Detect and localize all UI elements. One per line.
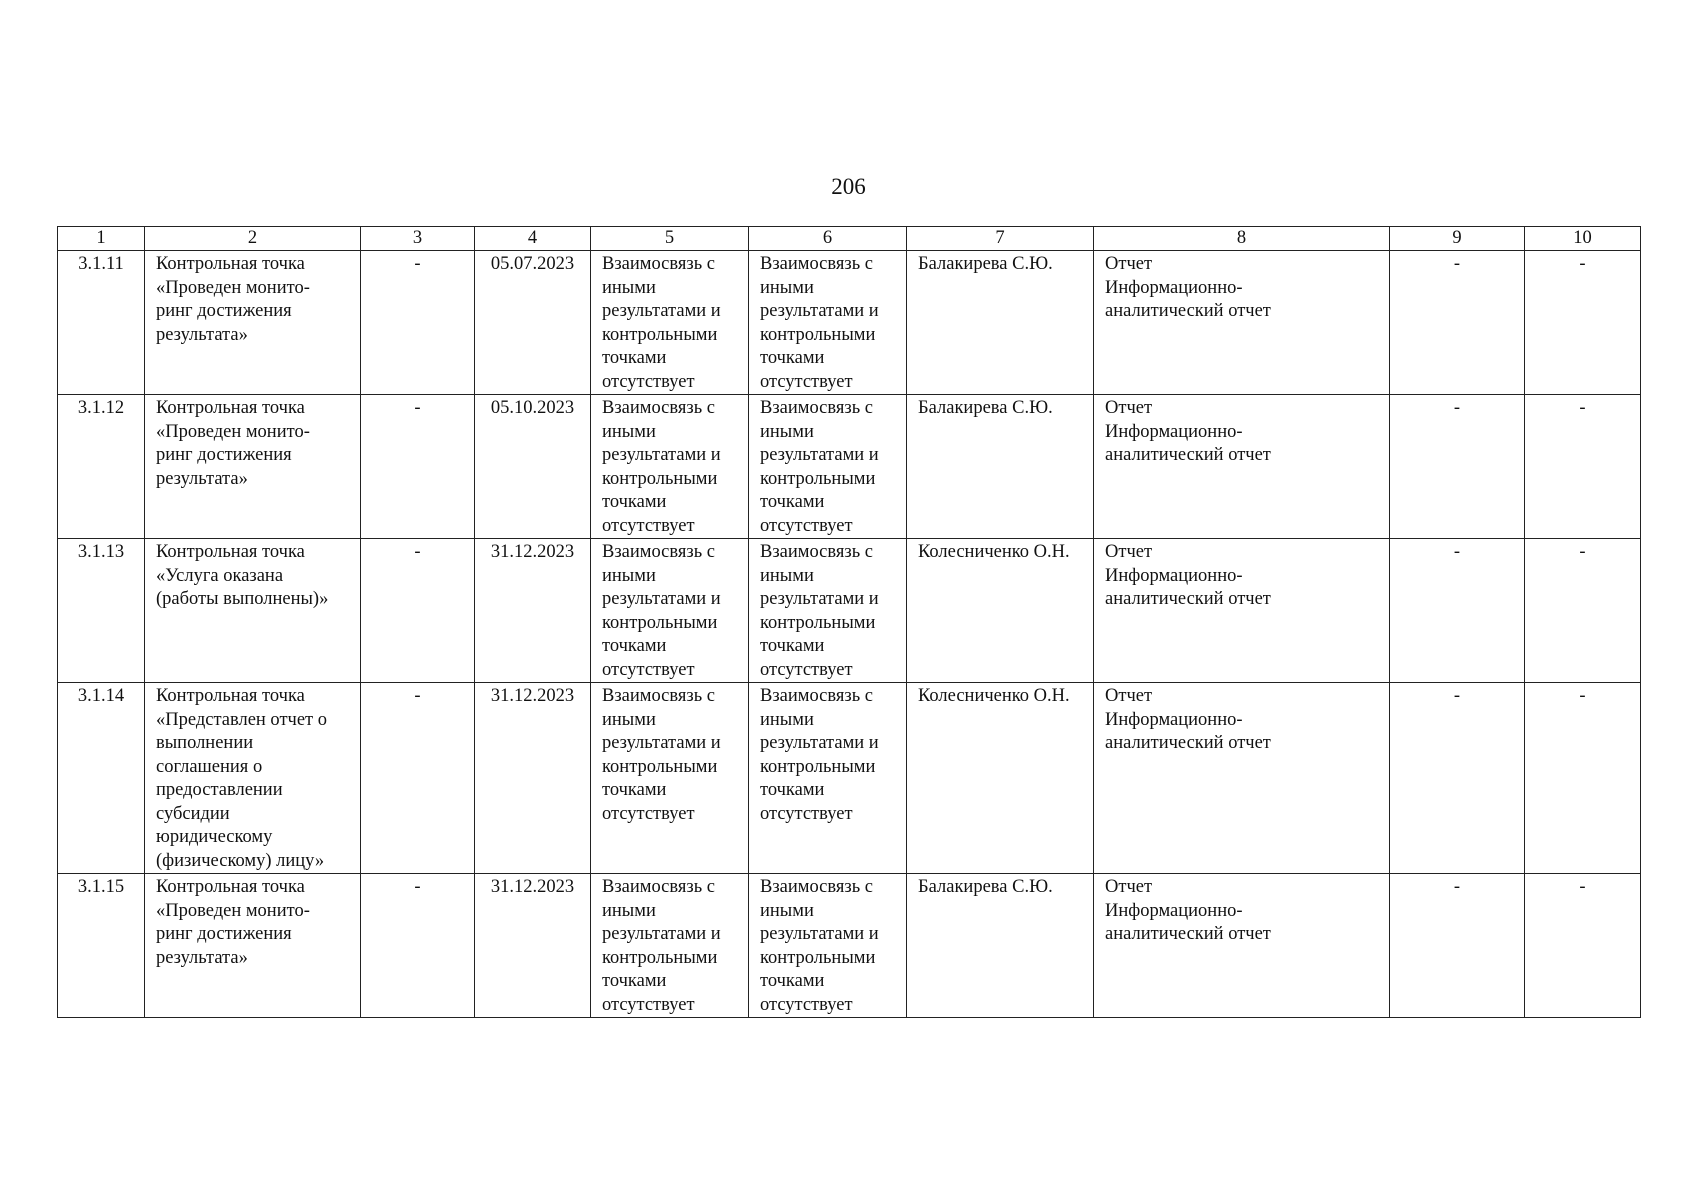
control-point-name-cell-line: предоставлении (156, 780, 283, 800)
responsible-cell: Балакирева С.Ю. (907, 874, 1094, 1018)
relation-points-cell-line: отсутствует (760, 371, 853, 392)
column10-cell: - (1525, 251, 1641, 395)
relation-points-cell-line: иными (760, 421, 814, 442)
control-point-name-cell (145, 539, 361, 683)
relation-points-cell-line: результатами и (760, 924, 879, 944)
relation-points-cell-line: иными (760, 277, 814, 298)
table-row (58, 539, 1641, 683)
relation-points-cell-line: результатами и (760, 589, 879, 609)
relation-points-cell-line: иными (760, 565, 814, 586)
relation-points-cell-line: отсутствует (760, 515, 853, 536)
document-cell-line: аналитический отчет (1105, 589, 1271, 609)
table-row (58, 683, 1641, 874)
control-point-name-cell-line: Контрольная точка (156, 686, 305, 706)
relation-points-cell-line: Взаимосвязь с (760, 542, 873, 562)
relation-points-cell (749, 395, 907, 539)
responsible-cell: Колесниченко О.Н. (907, 683, 1094, 874)
control-point-name-cell-line: соглашения о (156, 756, 263, 777)
relation-results-cell-line: результатами и (602, 924, 721, 944)
column9-cell: - (1390, 683, 1525, 874)
column3-cell: - (361, 874, 475, 1018)
relation-points-cell-line: результатами и (760, 445, 879, 465)
column-number-row (58, 227, 1641, 251)
relation-points-cell-line: отсутствует (760, 803, 853, 824)
control-point-name-cell-line: результата» (156, 468, 248, 489)
control-point-name-cell-line: (физическому) лицу» (156, 850, 325, 871)
control-point-name-cell-line: «Услуга оказана (156, 565, 284, 586)
row-number-cell: 3.1.15 (58, 874, 145, 1018)
date-cell: 31.12.2023 (475, 874, 591, 1018)
document-cell-line: Информационно- (1105, 421, 1243, 442)
column9-cell: - (1390, 251, 1525, 395)
relation-results-cell-line: точками (602, 492, 667, 512)
column-header: 6 (749, 227, 907, 251)
document-cell (1094, 395, 1390, 539)
control-points-table (57, 226, 1641, 1018)
control-point-name-cell-line: выполнении (156, 733, 254, 753)
relation-results-cell-line: отсутствует (602, 515, 695, 536)
control-point-name-cell (145, 683, 361, 874)
relation-results-cell-line: Взаимосвязь с (602, 542, 715, 562)
relation-points-cell-line: отсутствует (760, 994, 853, 1015)
document-cell-line: Информационно- (1105, 277, 1243, 298)
relation-results-cell-line: Взаимосвязь с (602, 398, 715, 418)
column-header: 8 (1094, 227, 1390, 251)
control-point-name-cell-line: результата» (156, 324, 248, 345)
relation-points-cell-line: результатами и (760, 733, 879, 753)
relation-results-cell-line: контрольными (602, 468, 718, 489)
document-cell-line: аналитический отчет (1105, 924, 1271, 944)
relation-results-cell-line: точками (602, 971, 667, 991)
column9-cell: - (1390, 539, 1525, 683)
control-point-name-cell-line: юридическому (156, 827, 273, 847)
relation-results-cell-line: результатами и (602, 733, 721, 753)
relation-results-cell-line: отсутствует (602, 659, 695, 680)
responsible-cell: Балакирева С.Ю. (907, 395, 1094, 539)
column-header: 1 (58, 227, 145, 251)
relation-points-cell-line: отсутствует (760, 659, 853, 680)
control-point-name-cell-line: ринг достижения (156, 301, 292, 321)
column3-cell: - (361, 395, 475, 539)
relation-results-cell-line: результатами и (602, 301, 721, 321)
relation-points-cell-line: Взаимосвязь с (760, 877, 873, 897)
column-header: 10 (1525, 227, 1641, 251)
date-cell: 05.07.2023 (475, 251, 591, 395)
responsible-cell: Колесниченко О.Н. (907, 539, 1094, 683)
control-point-name-cell-line: Контрольная точка (156, 398, 305, 418)
column10-cell: - (1525, 539, 1641, 683)
relation-points-cell-line: иными (760, 900, 814, 921)
relation-points-cell-line: точками (760, 780, 825, 800)
relation-points-cell-line: Взаимосвязь с (760, 398, 873, 418)
column3-cell: - (361, 251, 475, 395)
relation-results-cell-line: результатами и (602, 445, 721, 465)
control-point-name-cell-line: «Представлен отчет о (156, 709, 327, 730)
column10-cell: - (1525, 395, 1641, 539)
document-cell (1094, 251, 1390, 395)
relation-results-cell (591, 683, 749, 874)
document-cell-line: Отчет (1105, 254, 1153, 274)
control-point-name-cell-line: субсидии (156, 803, 230, 824)
relation-points-cell-line: Взаимосвязь с (760, 686, 873, 706)
relation-results-cell-line: иными (602, 709, 656, 730)
control-point-name-cell-line: «Проведен монито- (156, 421, 310, 442)
document-cell-line: Информационно- (1105, 565, 1243, 586)
date-cell: 31.12.2023 (475, 683, 591, 874)
control-point-name-cell-line: результата» (156, 947, 248, 968)
document-cell-line: Отчет (1105, 542, 1153, 562)
column-header: 2 (145, 227, 361, 251)
column9-cell: - (1390, 874, 1525, 1018)
control-point-name-cell-line: Контрольная точка (156, 877, 305, 897)
relation-results-cell-line: контрольными (602, 756, 718, 777)
control-point-name-cell-line: ринг достижения (156, 924, 292, 944)
column10-cell: - (1525, 683, 1641, 874)
relation-points-cell-line: контрольными (760, 324, 876, 345)
relation-results-cell-line: точками (602, 780, 667, 800)
relation-points-cell (749, 539, 907, 683)
relation-points-cell-line: Взаимосвязь с (760, 254, 873, 274)
relation-points-cell-line: иными (760, 709, 814, 730)
relation-results-cell-line: контрольными (602, 612, 718, 633)
row-number-cell: 3.1.13 (58, 539, 145, 683)
column-header: 9 (1390, 227, 1525, 251)
relation-points-cell (749, 251, 907, 395)
relation-results-cell-line: иными (602, 565, 656, 586)
relation-results-cell-line: иными (602, 900, 656, 921)
relation-results-cell-line: иными (602, 277, 656, 298)
column9-cell: - (1390, 395, 1525, 539)
relation-results-cell (591, 251, 749, 395)
document-cell-line: аналитический отчет (1105, 445, 1271, 465)
table-row (58, 874, 1641, 1018)
relation-points-cell-line: точками (760, 348, 825, 368)
control-point-name-cell (145, 251, 361, 395)
document-cell (1094, 683, 1390, 874)
date-cell: 31.12.2023 (475, 539, 591, 683)
relation-points-cell-line: точками (760, 636, 825, 656)
row-number-cell: 3.1.11 (58, 251, 145, 395)
column-header: 7 (907, 227, 1094, 251)
control-point-name-cell-line: Контрольная точка (156, 254, 305, 274)
control-point-name-cell-line: «Проведен монито- (156, 277, 310, 298)
control-point-name-cell (145, 874, 361, 1018)
relation-points-cell-line: точками (760, 971, 825, 991)
control-point-name-cell-line: (работы выполнены)» (156, 589, 329, 609)
relation-results-cell-line: отсутствует (602, 371, 695, 392)
column-header: 5 (591, 227, 749, 251)
responsible-cell: Балакирева С.Ю. (907, 251, 1094, 395)
relation-results-cell-line: Взаимосвязь с (602, 877, 715, 897)
document-cell (1094, 539, 1390, 683)
relation-results-cell (591, 874, 749, 1018)
document-cell-line: Информационно- (1105, 900, 1243, 921)
relation-results-cell-line: результатами и (602, 589, 721, 609)
control-point-name-cell (145, 395, 361, 539)
table-row (58, 251, 1641, 395)
document-cell-line: Отчет (1105, 686, 1153, 706)
document-cell-line: Информационно- (1105, 709, 1243, 730)
row-number-cell: 3.1.12 (58, 395, 145, 539)
document-cell-line: аналитический отчет (1105, 733, 1271, 753)
table-row (58, 395, 1641, 539)
relation-results-cell-line: контрольными (602, 947, 718, 968)
control-point-name-cell-line: ринг достижения (156, 445, 292, 465)
document-cell-line: Отчет (1105, 398, 1153, 418)
relation-points-cell-line: контрольными (760, 468, 876, 489)
control-point-name-cell-line: «Проведен монито- (156, 900, 310, 921)
column3-cell: - (361, 683, 475, 874)
relation-results-cell-line: отсутствует (602, 994, 695, 1015)
column3-cell: - (361, 539, 475, 683)
relation-results-cell-line: Взаимосвязь с (602, 254, 715, 274)
column-header: 4 (475, 227, 591, 251)
relation-results-cell-line: иными (602, 421, 656, 442)
control-point-name-cell-line: Контрольная точка (156, 542, 305, 562)
relation-results-cell (591, 539, 749, 683)
row-number-cell: 3.1.14 (58, 683, 145, 874)
relation-results-cell-line: контрольными (602, 324, 718, 345)
relation-results-cell-line: Взаимосвязь с (602, 686, 715, 706)
relation-points-cell (749, 874, 907, 1018)
document-cell (1094, 874, 1390, 1018)
relation-results-cell (591, 395, 749, 539)
column10-cell: - (1525, 874, 1641, 1018)
relation-points-cell-line: точками (760, 492, 825, 512)
relation-points-cell (749, 683, 907, 874)
table-body (58, 251, 1641, 1018)
document-cell-line: Отчет (1105, 877, 1153, 897)
document-cell-line: аналитический отчет (1105, 301, 1271, 321)
date-cell: 05.10.2023 (475, 395, 591, 539)
relation-points-cell-line: контрольными (760, 756, 876, 777)
relation-results-cell-line: точками (602, 636, 667, 656)
relation-points-cell-line: контрольными (760, 947, 876, 968)
page-number: 206 (831, 174, 866, 199)
column-header: 3 (361, 227, 475, 251)
relation-points-cell-line: контрольными (760, 612, 876, 633)
relation-results-cell-line: точками (602, 348, 667, 368)
relation-results-cell-line: отсутствует (602, 803, 695, 824)
relation-points-cell-line: результатами и (760, 301, 879, 321)
